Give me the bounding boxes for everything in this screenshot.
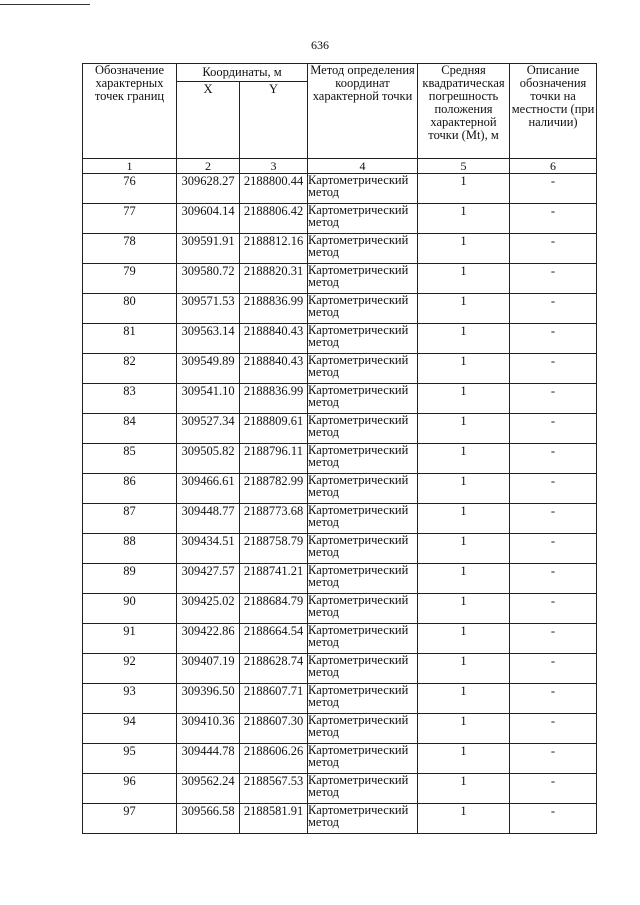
table-row <box>83 474 597 504</box>
column-number: 6 <box>510 159 597 174</box>
method-cell: Картометрический метод <box>308 294 418 324</box>
table-row <box>83 384 597 414</box>
point-cell: 89 <box>83 564 177 594</box>
accuracy-cell: 1 <box>418 654 510 684</box>
point-cell: 95 <box>83 744 177 774</box>
table-row <box>83 234 597 264</box>
table-row <box>83 534 597 564</box>
accuracy-cell: 1 <box>418 414 510 444</box>
table-body <box>83 174 597 834</box>
table-row <box>83 684 597 714</box>
header-y: Y <box>240 82 308 159</box>
point-cell: 88 <box>83 534 177 564</box>
y-cell: 2188840.43 <box>240 354 308 384</box>
point-cell: 84 <box>83 414 177 444</box>
description-cell: - <box>510 204 597 234</box>
description-cell: - <box>510 474 597 504</box>
method-cell: Картометрический метод <box>308 324 418 354</box>
x-cell: 309448.77 <box>177 504 240 534</box>
accuracy-cell: 1 <box>418 564 510 594</box>
accuracy-cell: 1 <box>418 714 510 744</box>
table-row <box>83 354 597 384</box>
description-cell: - <box>510 684 597 714</box>
y-cell: 2188806.42 <box>240 204 308 234</box>
y-cell: 2188820.31 <box>240 264 308 294</box>
table-row <box>83 264 597 294</box>
accuracy-cell: 1 <box>418 384 510 414</box>
header-x: X <box>177 82 240 159</box>
description-cell: - <box>510 714 597 744</box>
description-cell: - <box>510 504 597 534</box>
header-coords: Координаты, м <box>177 64 308 82</box>
accuracy-cell: 1 <box>418 684 510 714</box>
description-cell: - <box>510 414 597 444</box>
description-cell: - <box>510 234 597 264</box>
x-cell: 309425.02 <box>177 594 240 624</box>
y-cell: 2188809.61 <box>240 414 308 444</box>
method-cell: Картометрический метод <box>308 474 418 504</box>
accuracy-cell: 1 <box>418 174 510 204</box>
x-cell: 309566.58 <box>177 804 240 834</box>
x-cell: 309562.24 <box>177 774 240 804</box>
accuracy-cell: 1 <box>418 624 510 654</box>
x-cell: 309571.53 <box>177 294 240 324</box>
accuracy-cell: 1 <box>418 234 510 264</box>
header-point: Обозначение характерных точек границ <box>83 64 177 159</box>
x-cell: 309580.72 <box>177 264 240 294</box>
point-cell: 91 <box>83 624 177 654</box>
x-cell: 309541.10 <box>177 384 240 414</box>
method-cell: Картометрический метод <box>308 594 418 624</box>
point-cell: 97 <box>83 804 177 834</box>
point-cell: 92 <box>83 654 177 684</box>
point-cell: 86 <box>83 474 177 504</box>
method-cell: Картометрический метод <box>308 264 418 294</box>
method-cell: Картометрический метод <box>308 684 418 714</box>
y-cell: 2188800.44 <box>240 174 308 204</box>
accuracy-cell: 1 <box>418 204 510 234</box>
column-number-row <box>83 159 597 174</box>
accuracy-cell: 1 <box>418 324 510 354</box>
table-row <box>83 294 597 324</box>
table-row <box>83 714 597 744</box>
table-row <box>83 504 597 534</box>
description-cell: - <box>510 654 597 684</box>
table-row <box>83 414 597 444</box>
table-row <box>83 744 597 774</box>
y-cell: 2188758.79 <box>240 534 308 564</box>
point-cell: 90 <box>83 594 177 624</box>
method-cell: Картометрический метод <box>308 654 418 684</box>
accuracy-cell: 1 <box>418 534 510 564</box>
x-cell: 309410.36 <box>177 714 240 744</box>
top-rule <box>0 4 90 5</box>
table-row <box>83 804 597 834</box>
method-cell: Картометрический метод <box>308 234 418 264</box>
header-accuracy: Средняя квадратическая погрешность положения характерной точки (Mt), м <box>418 64 510 159</box>
x-cell: 309591.91 <box>177 234 240 264</box>
method-cell: Картометрический метод <box>308 204 418 234</box>
column-number: 1 <box>83 159 177 174</box>
header-description: Описание обозначения точки на местности (при наличии) <box>510 64 597 159</box>
y-cell: 2188812.16 <box>240 234 308 264</box>
x-cell: 309422.86 <box>177 624 240 654</box>
method-cell: Картометрический метод <box>308 744 418 774</box>
table-row <box>83 324 597 354</box>
table-row <box>83 564 597 594</box>
table-row <box>83 654 597 684</box>
page-number: 636 <box>311 38 329 52</box>
x-cell: 309444.78 <box>177 744 240 774</box>
point-cell: 76 <box>83 174 177 204</box>
x-cell: 309505.82 <box>177 444 240 474</box>
x-cell: 309563.14 <box>177 324 240 354</box>
column-number: 3 <box>240 159 308 174</box>
point-cell: 81 <box>83 324 177 354</box>
method-cell: Картометрический метод <box>308 444 418 474</box>
y-cell: 2188840.43 <box>240 324 308 354</box>
description-cell: - <box>510 534 597 564</box>
point-cell: 94 <box>83 714 177 744</box>
point-cell: 85 <box>83 444 177 474</box>
x-cell: 309549.89 <box>177 354 240 384</box>
column-number: 2 <box>177 159 240 174</box>
table-row <box>83 624 597 654</box>
description-cell: - <box>510 294 597 324</box>
y-cell: 2188684.79 <box>240 594 308 624</box>
description-cell: - <box>510 174 597 204</box>
point-cell: 78 <box>83 234 177 264</box>
header-method: Метод определения координат характерной точки <box>308 64 418 159</box>
y-cell: 2188836.99 <box>240 294 308 324</box>
accuracy-cell: 1 <box>418 504 510 534</box>
point-cell: 77 <box>83 204 177 234</box>
y-cell: 2188773.68 <box>240 504 308 534</box>
x-cell: 309407.19 <box>177 654 240 684</box>
method-cell: Картометрический метод <box>308 384 418 414</box>
y-cell: 2188607.30 <box>240 714 308 744</box>
table-row <box>83 774 597 804</box>
x-cell: 309604.14 <box>177 204 240 234</box>
point-cell: 93 <box>83 684 177 714</box>
description-cell: - <box>510 624 597 654</box>
y-cell: 2188567.53 <box>240 774 308 804</box>
column-number: 4 <box>308 159 418 174</box>
table-row <box>83 204 597 234</box>
y-cell: 2188664.54 <box>240 624 308 654</box>
method-cell: Картометрический метод <box>308 624 418 654</box>
x-cell: 309434.51 <box>177 534 240 564</box>
method-cell: Картометрический метод <box>308 174 418 204</box>
description-cell: - <box>510 564 597 594</box>
accuracy-cell: 1 <box>418 264 510 294</box>
point-cell: 79 <box>83 264 177 294</box>
point-cell: 82 <box>83 354 177 384</box>
coordinates-table <box>82 63 597 834</box>
accuracy-cell: 1 <box>418 774 510 804</box>
method-cell: Картометрический метод <box>308 504 418 534</box>
method-cell: Картометрический метод <box>308 414 418 444</box>
accuracy-cell: 1 <box>418 594 510 624</box>
table-row <box>83 444 597 474</box>
description-cell: - <box>510 384 597 414</box>
point-cell: 83 <box>83 384 177 414</box>
accuracy-cell: 1 <box>418 804 510 834</box>
method-cell: Картометрический метод <box>308 774 418 804</box>
x-cell: 309527.34 <box>177 414 240 444</box>
point-cell: 80 <box>83 294 177 324</box>
point-cell: 96 <box>83 774 177 804</box>
y-cell: 2188741.21 <box>240 564 308 594</box>
point-cell: 87 <box>83 504 177 534</box>
y-cell: 2188628.74 <box>240 654 308 684</box>
x-cell: 309466.61 <box>177 474 240 504</box>
description-cell: - <box>510 324 597 354</box>
y-cell: 2188581.91 <box>240 804 308 834</box>
method-cell: Картометрический метод <box>308 354 418 384</box>
x-cell: 309427.57 <box>177 564 240 594</box>
method-cell: Картометрический метод <box>308 534 418 564</box>
accuracy-cell: 1 <box>418 474 510 504</box>
accuracy-cell: 1 <box>418 354 510 384</box>
table-row <box>83 174 597 204</box>
x-cell: 309628.27 <box>177 174 240 204</box>
method-cell: Картометрический метод <box>308 564 418 594</box>
description-cell: - <box>510 744 597 774</box>
description-cell: - <box>510 774 597 804</box>
method-cell: Картометрический метод <box>308 804 418 834</box>
y-cell: 2188782.99 <box>240 474 308 504</box>
accuracy-cell: 1 <box>418 294 510 324</box>
accuracy-cell: 1 <box>418 444 510 474</box>
description-cell: - <box>510 264 597 294</box>
description-cell: - <box>510 804 597 834</box>
x-cell: 309396.50 <box>177 684 240 714</box>
description-cell: - <box>510 444 597 474</box>
column-number: 5 <box>418 159 510 174</box>
table-row <box>83 594 597 624</box>
accuracy-cell: 1 <box>418 744 510 774</box>
method-cell: Картометрический метод <box>308 714 418 744</box>
description-cell: - <box>510 354 597 384</box>
y-cell: 2188606.26 <box>240 744 308 774</box>
y-cell: 2188796.11 <box>240 444 308 474</box>
y-cell: 2188607.71 <box>240 684 308 714</box>
y-cell: 2188836.99 <box>240 384 308 414</box>
description-cell: - <box>510 594 597 624</box>
